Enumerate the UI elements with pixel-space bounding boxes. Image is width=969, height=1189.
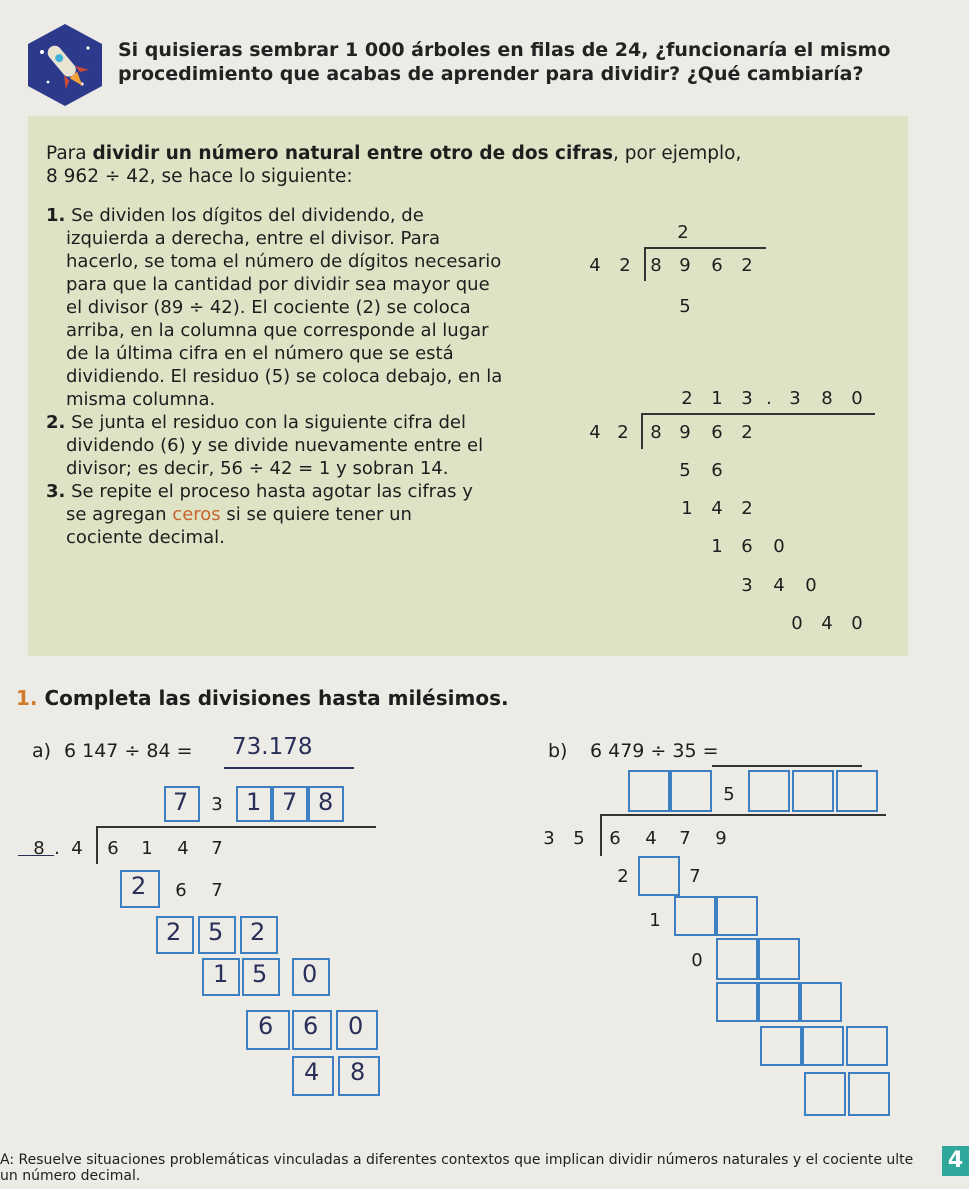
hw-digit: 8 bbox=[350, 1058, 366, 1086]
answer-cell[interactable] bbox=[670, 770, 712, 812]
answer-cell[interactable] bbox=[846, 1026, 888, 1066]
dividend-digit: 2 bbox=[741, 422, 753, 443]
work-digit: 4 bbox=[821, 613, 833, 634]
work-digit: 6 bbox=[711, 460, 723, 481]
answer-cell[interactable] bbox=[848, 1072, 890, 1116]
work-digit: 0 bbox=[773, 536, 785, 557]
dividend-digit: 4 bbox=[177, 838, 189, 859]
dividend-digit: 7 bbox=[679, 828, 691, 849]
hw-digit: 6 bbox=[303, 1012, 319, 1040]
quotient-digit: 8 bbox=[821, 388, 833, 409]
divisor-digit: 3 bbox=[543, 828, 555, 849]
hw-digit: 8 bbox=[318, 788, 334, 816]
answer-cell[interactable] bbox=[760, 1026, 802, 1066]
step-2: 2. Se junta el residuo con la siguiente cifra del dividendo (6) y se divide nuevamente entre el divisor; es decir, 56 ÷ 42 = 1 y sobran 14. bbox=[46, 412, 484, 479]
hw-digit: 5 bbox=[208, 918, 224, 946]
answer-cell[interactable] bbox=[802, 1026, 844, 1066]
printed-digit: 7 bbox=[689, 866, 701, 887]
work-digit: 4 bbox=[711, 498, 723, 519]
dividend-digit: 2 bbox=[741, 255, 753, 276]
work-digit: 6 bbox=[741, 536, 753, 557]
hw-digit: 4 bbox=[304, 1058, 320, 1086]
exercise-a-equation: 6 147 ÷ 84 = bbox=[64, 740, 193, 762]
remainder-digit: 5 bbox=[679, 296, 691, 317]
exercise-a-answer[interactable]: 73.178 bbox=[232, 734, 313, 760]
dividend-digit: 9 bbox=[679, 422, 691, 443]
answer-cell[interactable] bbox=[804, 1072, 846, 1116]
quotient-digit: 3 bbox=[741, 388, 753, 409]
answer-cell[interactable] bbox=[792, 770, 834, 812]
divisor-digit: 4 bbox=[589, 255, 601, 276]
quotient-digit: 3 bbox=[789, 388, 801, 409]
exercise-b-label: b) bbox=[548, 740, 568, 762]
quotient-digit: 2 bbox=[681, 388, 693, 409]
hw-digit: 1 bbox=[246, 788, 262, 816]
printed-digit: 0 bbox=[691, 950, 703, 971]
hw-digit: 1 bbox=[213, 960, 229, 988]
printed-digit: 5 bbox=[723, 784, 735, 805]
work-digit: 0 bbox=[851, 613, 863, 634]
hw-digit: 0 bbox=[348, 1012, 364, 1040]
dividend-digit: 1 bbox=[141, 838, 153, 859]
work-digit: 2 bbox=[741, 498, 753, 519]
answer-cell[interactable] bbox=[758, 982, 800, 1022]
exercise-a-label: a) bbox=[32, 740, 52, 762]
dividend-digit: 6 bbox=[711, 255, 723, 276]
exercise-b-answer-line[interactable] bbox=[712, 765, 862, 767]
dividend-digit: 6 bbox=[609, 828, 621, 849]
work-digit: 4 bbox=[773, 575, 785, 596]
printed-digit: 1 bbox=[649, 910, 661, 931]
dividend-digit: 7 bbox=[211, 838, 223, 859]
divisor-digit: 2 bbox=[619, 255, 631, 276]
quotient-digit: 2 bbox=[677, 222, 689, 243]
hw-digit: 7 bbox=[173, 788, 189, 816]
work-digit: 1 bbox=[711, 536, 723, 557]
divisor-digit: 4 bbox=[589, 422, 601, 443]
answer-cell[interactable] bbox=[748, 770, 790, 812]
answer-cell[interactable] bbox=[638, 856, 680, 896]
dividend-digit: 8 bbox=[650, 422, 662, 443]
work-digit: 0 bbox=[791, 613, 803, 634]
quotient-digit: 0 bbox=[851, 388, 863, 409]
explanation-lead: Para dividir un número natural entre otro de dos cifras, por ejemplo, 8 962 ÷ 42, se hace lo siguiente: bbox=[46, 143, 742, 187]
answer-cell[interactable] bbox=[716, 896, 758, 936]
step-1: 1. Se dividen los dígitos del dividendo, de izquierda a derecha, entre el divisor. Para hacerlo, se toma el número de dígitos necesario para que la cantidad por dividir sea mayor que el divisor (89 ÷ 42). El cociente (2) se coloca arriba, en la columna que corresponde al lugar de la última cifra en el número que se está dividiendo. El residuo (5) se coloca debajo, en la misma columna. bbox=[46, 205, 503, 410]
work-digit: 1 bbox=[681, 498, 693, 519]
answer-cell[interactable] bbox=[628, 770, 670, 812]
dividend-digit: 9 bbox=[715, 828, 727, 849]
work-digit: 0 bbox=[805, 575, 817, 596]
hw-digit: 5 bbox=[252, 960, 268, 988]
answer-cell[interactable] bbox=[836, 770, 878, 812]
exercise-b-equation: 6 479 ÷ 35 = bbox=[590, 740, 719, 762]
answer-cell[interactable] bbox=[716, 938, 758, 980]
printed-digit: 3 bbox=[211, 794, 223, 815]
work-digit: 5 bbox=[679, 460, 691, 481]
divisor-digit: 4 bbox=[71, 838, 83, 859]
quotient-point: . bbox=[766, 388, 772, 409]
divisor-point: . bbox=[54, 838, 60, 859]
printed-digit: 2 bbox=[617, 866, 629, 887]
hw-digit: 0 bbox=[302, 960, 318, 988]
hw-digit: 2 bbox=[250, 918, 266, 946]
printed-digit: 6 bbox=[175, 880, 187, 901]
dividend-digit: 6 bbox=[107, 838, 119, 859]
answer-cell[interactable] bbox=[674, 896, 716, 936]
printed-digit: 7 bbox=[211, 880, 223, 901]
divisor-digit: 2 bbox=[617, 422, 629, 443]
intro-question: Si quisieras sembrar 1 000 árboles en filas de 24, ¿funcionaría el mismo procedimiento que acabas de aprender para dividir? ¿Qué cambiaría? bbox=[118, 39, 891, 85]
hw-digit: 2 bbox=[166, 918, 182, 946]
divisor-digit: 5 bbox=[573, 828, 585, 849]
dividend-digit: 6 bbox=[711, 422, 723, 443]
dividend-digit: 9 bbox=[679, 255, 691, 276]
hw-digit: 2 bbox=[131, 872, 147, 900]
dividend-digit: 4 bbox=[645, 828, 657, 849]
work-digit: 3 bbox=[741, 575, 753, 596]
hw-digit: 6 bbox=[258, 1012, 274, 1040]
divisor-digit: 8 bbox=[33, 838, 45, 859]
rocket-badge-icon bbox=[22, 22, 108, 108]
dividend-digit: 8 bbox=[650, 255, 662, 276]
step-3: 3. Se repite el proceso hasta agotar las cifras y se agregan ceros si se quiere tener un cociente decimal. bbox=[46, 481, 473, 548]
footer-learning-goal: A: Resuelve situaciones problemáticas vinculadas a diferentes contextos que implican dividir números naturales y el cociente ulte un número decimal. bbox=[0, 1152, 914, 1184]
answer-cell[interactable] bbox=[758, 938, 800, 980]
answer-cell[interactable] bbox=[800, 982, 842, 1022]
exercise-title: 1. Completa las divisiones hasta milésimos. bbox=[16, 686, 509, 710]
page-number: 4 bbox=[942, 1146, 969, 1176]
hw-digit: 7 bbox=[282, 788, 298, 816]
steps-list bbox=[46, 204, 516, 549]
quotient-digit: 1 bbox=[711, 388, 723, 409]
answer-cell[interactable] bbox=[716, 982, 758, 1022]
